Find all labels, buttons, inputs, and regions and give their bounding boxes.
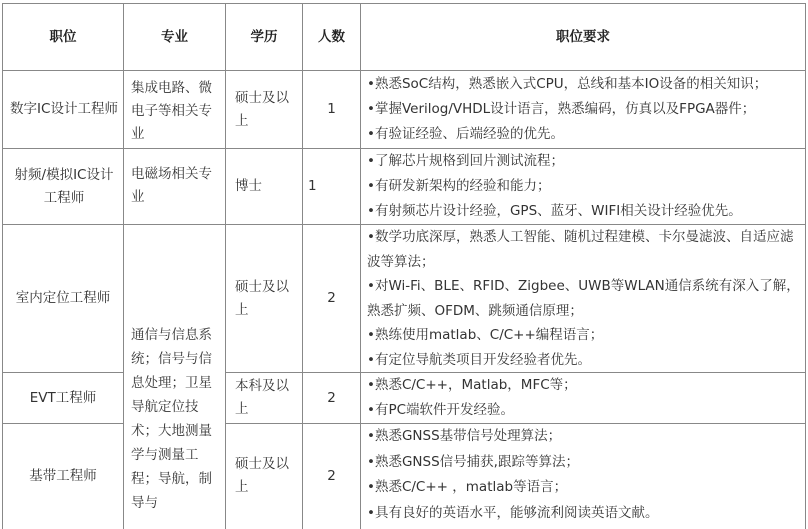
shared-major-cell: 通信与信息系统；信号与信息处理；卫星导航定位技术；大地测量学与测量工程；导航，制导与 xyxy=(131,327,212,511)
count-cell: 2 xyxy=(327,389,336,406)
requirements-cell xyxy=(367,225,803,372)
requirement-item: •有验证经验、后端经验的优先。 xyxy=(367,126,564,142)
count-cell: 2 xyxy=(327,468,336,484)
column-divider xyxy=(360,3,361,529)
requirement-item: •有研发新架构的经验和能力； xyxy=(367,178,551,194)
requirement-item: •具有良好的英语水平，能够流利阅读英语文献。 xyxy=(367,504,659,521)
position-cell: 室内定位工程师 xyxy=(15,290,111,306)
count-cell: 2 xyxy=(327,290,336,306)
recruitment-table xyxy=(2,3,806,529)
requirement-item: •有定位导航类项目开发经验者优先。 xyxy=(367,351,591,368)
requirements-cell xyxy=(367,424,803,529)
position-cell: EVT工程师 xyxy=(29,389,97,406)
column-divider xyxy=(805,3,806,529)
degree-cell: 本科及以上 xyxy=(235,378,289,417)
major-cell: 电磁场相关专业 xyxy=(131,166,212,205)
header-degree: 学历 xyxy=(250,28,278,45)
requirement-item: •了解芯片规格到回片测试流程； xyxy=(367,153,564,169)
header-requirements: 职位要求 xyxy=(556,28,610,45)
requirement-item: •有PC端软件开发经验。 xyxy=(367,402,515,418)
column-divider xyxy=(225,3,226,529)
requirement-item: •对Wi-Fi、BLE、RFID、Zigbee、UWB等WLAN通信系统有深入了解，熟悉扩频、OFDM、跳频通信原理； xyxy=(367,278,800,319)
requirement-item: •有射频芯片设计经验，GPS、蓝牙、WIFI相关设计经验优先。 xyxy=(367,203,742,219)
position-cell: 基带工程师 xyxy=(29,468,97,484)
header-position: 职位 xyxy=(49,28,77,45)
position-cell: 射频/模拟IC设计工程师 xyxy=(14,166,114,206)
degree-cell: 硕士及以上 xyxy=(235,279,289,318)
count-cell: 1 xyxy=(308,178,317,194)
requirement-item: •熟练使用matlab、C/C++编程语言； xyxy=(367,327,604,343)
requirement-item: •掌握Verilog/VHDL设计语言，熟悉编码，仿真以及FPGA器件； xyxy=(367,101,756,117)
requirement-item: •熟悉C/C++，Matlab，MFC等； xyxy=(367,377,577,393)
degree-cell: 硕士及以上 xyxy=(235,456,289,495)
requirements-cell xyxy=(367,373,803,423)
degree-cell: 硕士及以上 xyxy=(235,90,289,129)
requirement-item: •熟悉C/C++ ，matlab等语言； xyxy=(367,479,568,495)
requirements-cell xyxy=(367,72,803,148)
requirements-cell xyxy=(367,149,803,224)
requirement-item: •熟悉GNSS基带信号处理算法； xyxy=(367,428,562,444)
requirement-item: •熟悉SoC结构，熟悉嵌入式CPU，总线和基本IO设备的相关知识； xyxy=(367,76,768,92)
requirement-item: •数学功底深厚，熟悉人工智能、随机过程建模、卡尔曼滤波、自适应滤波等算法； xyxy=(367,229,794,270)
row-divider xyxy=(2,70,806,71)
degree-cell: 博士 xyxy=(235,178,262,194)
position-cell: 数字IC设计工程师 xyxy=(10,101,118,117)
major-cell: 集成电路、微电子等相关专业 xyxy=(131,80,212,142)
header-count: 人数 xyxy=(318,28,345,45)
header-major: 专业 xyxy=(161,28,188,45)
requirement-item: •熟悉GNSS信号捕获,跟踪等算法； xyxy=(367,453,579,470)
count-cell: 1 xyxy=(327,101,336,117)
column-divider xyxy=(123,3,124,529)
